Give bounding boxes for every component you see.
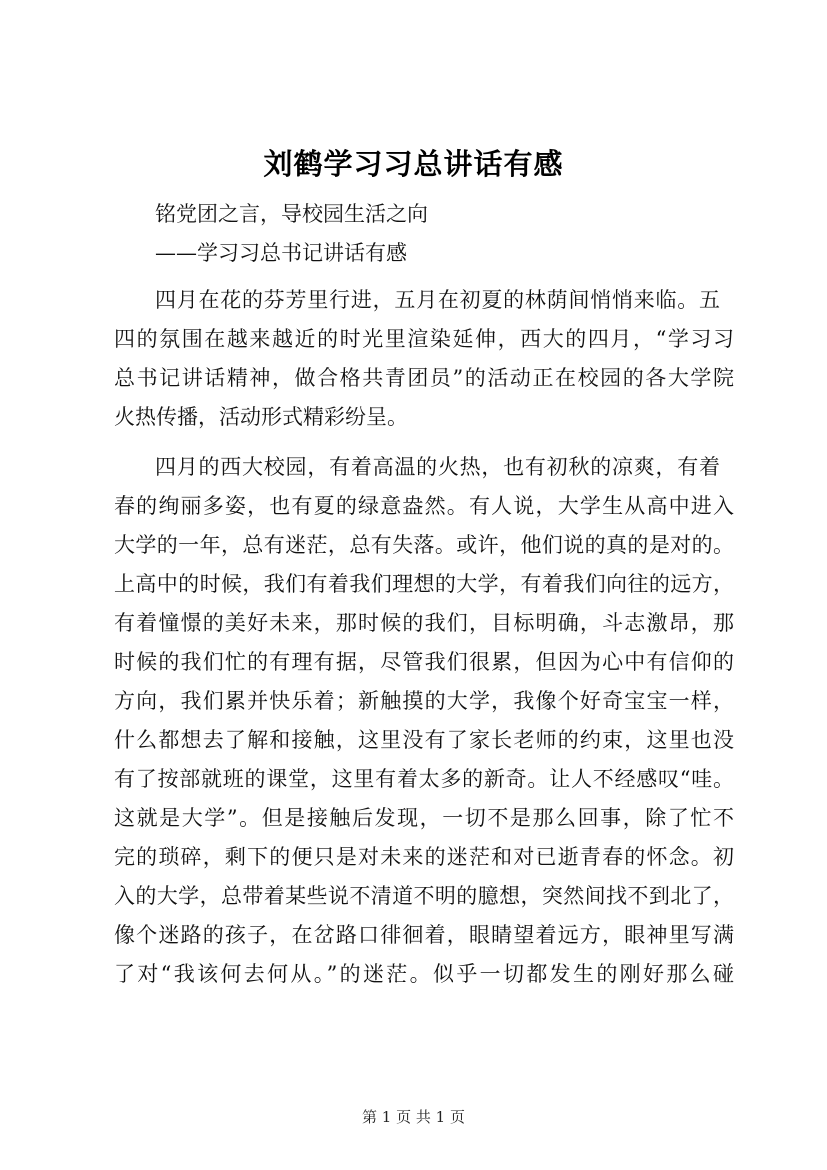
paragraph-line: 总书记讲话精神，做合格共青团员”的活动正在校园的各大学院 xyxy=(114,366,734,390)
subtitle-line: 铭党团之言，导校园生活之向 xyxy=(155,202,428,226)
subtitle-dash-line: ——学习习总书记讲话有感 xyxy=(155,241,407,265)
paragraph-line: 什么都想去了解和接触，这里没有了家长老师的约束，这里也没 xyxy=(114,728,734,752)
paragraph-line: 四的氛围在越来越近的时光里渲染延伸，西大的四月，“学习习 xyxy=(114,327,734,351)
paragraph-line: 春的绚丽多姿，也有夏的绿意盎然。有人说，大学生从高中进入 xyxy=(114,494,734,518)
paragraph-line: 完的琐碎，剩下的便只是对未来的迷茫和对已逝青春的怀念。初 xyxy=(114,845,734,869)
paragraph-line: 有了按部就班的课堂，这里有着太多的新奇。让人不经感叹“哇。 xyxy=(114,767,734,791)
paragraph-line: 四月在花的芬芳里行进，五月在初夏的林荫间悄悄来临。五 xyxy=(155,288,720,312)
paragraph-line: 入的大学，总带着某些说不清道不明的臆想，突然间找不到北了， xyxy=(114,884,734,908)
page-footer: 第 1 页 共 1 页 xyxy=(362,1108,465,1126)
paragraph-line: 四月的西大校园，有着高温的火热，也有初秋的凉爽，有着 xyxy=(155,455,720,479)
paragraph-line: 上高中的时候，我们有着我们理想的大学，有着我们向往的远方， xyxy=(114,572,734,596)
paragraph-line: 这就是大学”。但是接触后发现，一切不是那么回事，除了忙不 xyxy=(114,806,734,830)
paragraph-line: 了对“我该何去何从。”的迷茫。似乎一切都发生的刚好那么碰 xyxy=(114,962,734,986)
paragraph-line: 时候的我们忙的有理有据，尽管我们很累，但因为心中有信仰的 xyxy=(114,650,734,674)
document-title: 刘鹤学习习总讲话有感 xyxy=(263,147,564,181)
paragraph-line: 方向，我们累并快乐着；新触摸的大学，我像个好奇宝宝一样， xyxy=(114,689,734,713)
paragraph-line: 火热传播，活动形式精彩纷呈。 xyxy=(114,405,408,429)
paragraph-line: 有着憧憬的美好未来，那时候的我们，目标明确，斗志激昂，那 xyxy=(114,611,734,635)
paragraph-line: 大学的一年，总有迷茫，总有失落。或许，他们说的真的是对的。 xyxy=(114,533,734,557)
paragraph-line: 像个迷路的孩子，在岔路口徘徊着，眼睛望着远方，眼神里写满 xyxy=(114,923,734,947)
